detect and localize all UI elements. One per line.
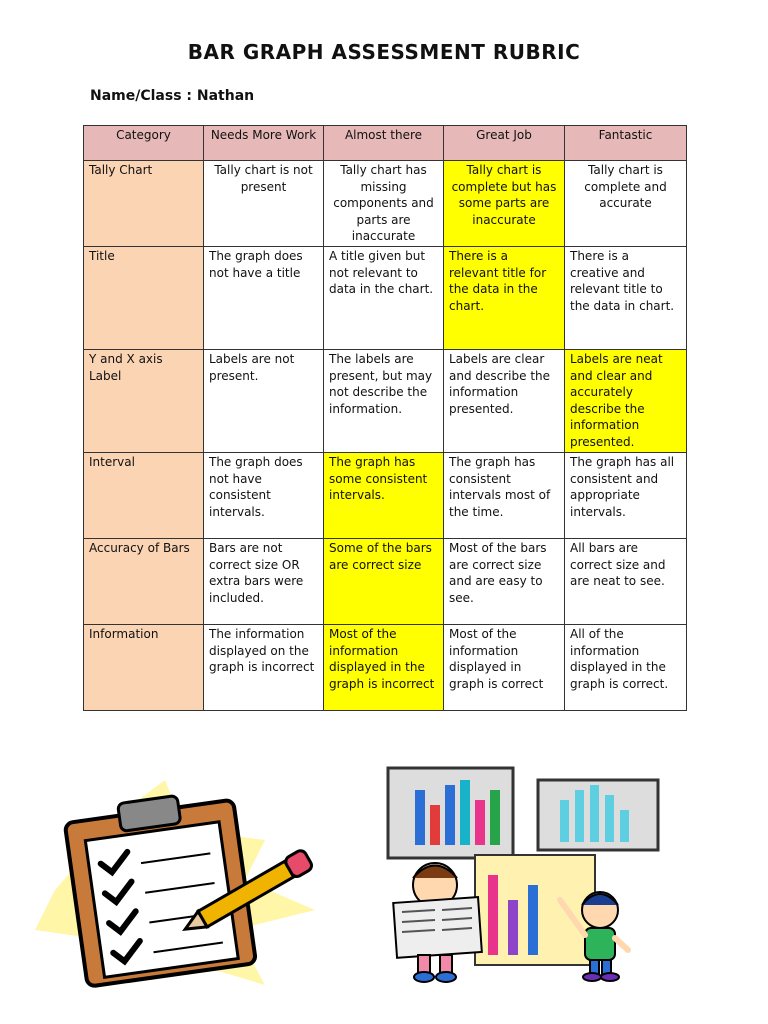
table-row [84,453,687,539]
rubric-cell: Tally chart is complete and accurate [565,161,687,247]
rubric-cell: The labels are present, but may not describe the information. [324,350,444,453]
rubric-cell: The graph does not have consistent intervals. [204,453,324,539]
table-row [84,539,687,625]
category-cell: Y and X axis Label [84,350,204,453]
header-category: Category [84,126,204,161]
rubric-cell-selected: Most of the information displayed in the graph is incorrect [324,625,444,711]
rubric-cell: All of the information displayed in the graph is correct. [565,625,687,711]
header-almost-there: Almost there [324,126,444,161]
table-row [84,247,687,350]
table-row [84,625,687,711]
rubric-cell: A title given but not relevant to data in the chart. [324,247,444,350]
rubric-cell-selected: The graph has some consistent intervals. [324,453,444,539]
rubric-cell: Labels are not present. [204,350,324,453]
category-cell: Accuracy of Bars [84,539,204,625]
rubric-cell: Bars are not correct size OR extra bars were included. [204,539,324,625]
table-row [84,161,687,247]
rubric-table [83,125,687,711]
girl-reading-newspaper-icon [393,863,482,982]
clipboard-checklist-clipart [35,770,335,990]
header-great-job: Great Job [444,126,565,161]
rubric-cell: The graph has all consistent and appropriate intervals. [565,453,687,539]
rubric-cell-selected: There is a relevant title for the data in the chart. [444,247,565,350]
rubric-cell: Most of the information displayed in graph is correct [444,625,565,711]
rubric-cell-selected: Labels are neat and clear and accurately describe the information presented. [565,350,687,453]
table-row [84,350,687,453]
rubric-cell-selected: Tally chart is complete but has some parts are inaccurate [444,161,565,247]
rubric-cell: Tally chart is not present [204,161,324,247]
header-row [84,126,687,161]
name-class-line: Name/Class : Nathan [90,88,255,104]
rubric-cell: The graph has consistent intervals most of the time. [444,453,565,539]
rubric-cell-selected: Some of the bars are correct size [324,539,444,625]
kids-bar-charts-clipart [380,760,670,985]
rubric-cell: The information displayed on the graph is incorrect [204,625,324,711]
rubric-cell: Labels are clear and describe the information presented. [444,350,565,453]
rubric-cell: The graph does not have a title [204,247,324,350]
category-cell: Interval [84,453,204,539]
category-cell: Tally Chart [84,161,204,247]
category-cell: Information [84,625,204,711]
page-title: BAR GRAPH ASSESSMENT RUBRIC [187,40,581,64]
rubric-cell: There is a creative and relevant title to the data in chart. [565,247,687,350]
category-cell: Title [84,247,204,350]
header-fantastic: Fantastic [565,126,687,161]
rubric-cell: Most of the bars are correct size and are easy to see. [444,539,565,625]
rubric-cell: All bars are correct size and are neat to see. [565,539,687,625]
rubric-cell: Tally chart has missing components and parts are inaccurate [324,161,444,247]
header-needs-more-work: Needs More Work [204,126,324,161]
